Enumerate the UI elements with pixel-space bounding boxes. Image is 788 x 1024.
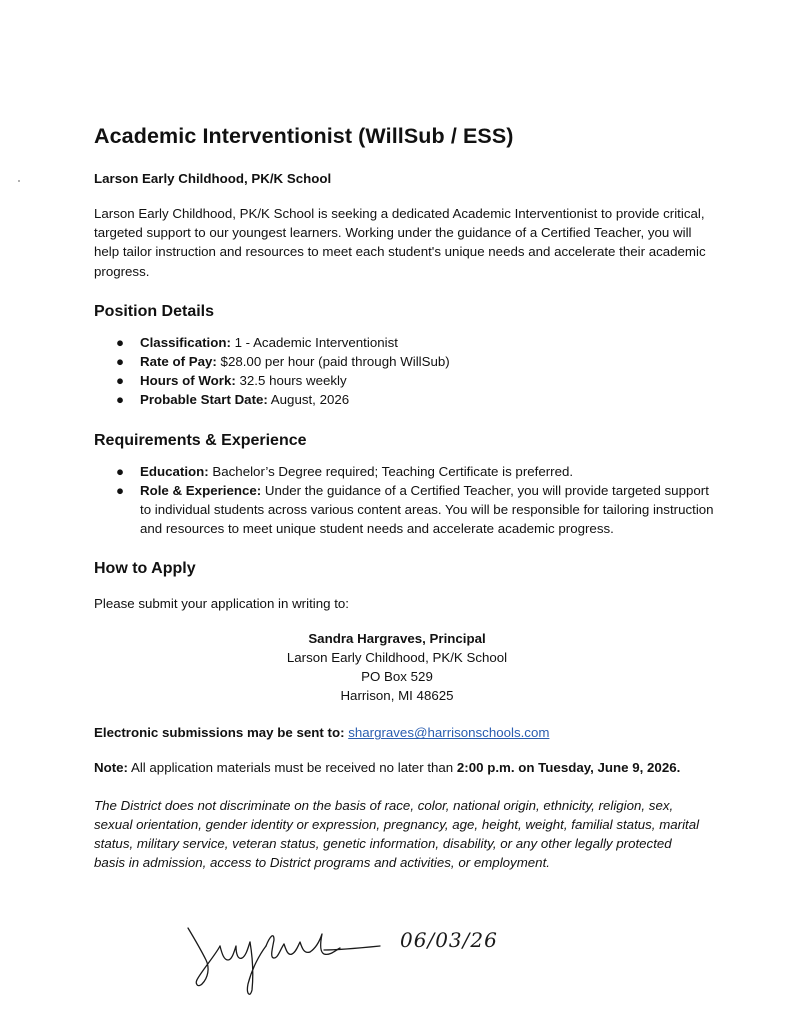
item-value: 1 - Academic Interventionist xyxy=(230,334,398,350)
item-value: August, 2026 xyxy=(267,392,350,408)
electronic-submission xyxy=(94,723,714,742)
mailing-address xyxy=(94,629,700,705)
electronic-label: Electronic submissions may be sent to: xyxy=(94,725,345,741)
note-text: All application materials must be received no later than xyxy=(127,760,457,776)
item-label: Probable Start Date: xyxy=(140,392,268,408)
school-name: Larson Early Childhood, PK/K School xyxy=(94,171,332,186)
list-item xyxy=(94,371,714,390)
signature-block xyxy=(180,920,520,1000)
item-value: 32.5 hours weekly xyxy=(235,373,347,389)
bullet-icon: ● xyxy=(116,373,125,389)
item-value: Under the guidance of a Certified Teacher, you will provide targeted support to individual students across various content areas. You will be responsible for tailoring instruction and resources to meet unique student needs and accelerate academic progress. xyxy=(140,482,714,537)
item-value: $28.00 per hour (paid through WillSub) xyxy=(216,354,450,370)
note-deadline: 2:00 p.m. on Tuesday, June 9, 2026. xyxy=(456,760,681,776)
scan-speck xyxy=(18,180,20,182)
list-item xyxy=(94,390,714,409)
list-item xyxy=(94,481,714,539)
bullet-icon: ● xyxy=(116,334,125,350)
signature-date: 06/03/26 xyxy=(400,928,498,952)
list-item xyxy=(94,333,714,352)
how-to-apply-heading: How to Apply xyxy=(94,560,196,578)
apply-instructions: Please submit your application in writing to: xyxy=(94,596,349,612)
document-body xyxy=(94,122,714,872)
address-line: Harrison, MI 48625 xyxy=(340,688,454,704)
item-label: Rate of Pay: xyxy=(140,354,217,370)
deadline-note xyxy=(94,758,714,777)
bullet-icon: ● xyxy=(116,354,125,370)
non-discrimination-statement: The District does not discriminate on the basis of race, color, national origin, ethnicity, religion, sex, sexual orientation, gender identity or expression, pregnancy, age, height, weight, familial status, marital status, military service, veteran status, genetic information, disability, or any other legally protected basis in admission, access to District programs and activities, or employment. xyxy=(94,797,700,871)
requirements-heading: Requirements & Experience xyxy=(94,431,307,449)
recipient-name: Sandra Hargraves, Principal xyxy=(308,631,486,647)
address-line: Larson Early Childhood, PK/K School xyxy=(286,650,508,666)
note-label: Note: xyxy=(94,760,128,776)
address-line: PO Box 529 xyxy=(361,669,433,685)
item-label: Hours of Work: xyxy=(140,373,236,389)
list-item xyxy=(94,462,714,481)
page-title: Academic Interventionist (WillSub / ESS) xyxy=(94,124,514,148)
item-label: Role & Experience: xyxy=(140,482,262,498)
intro-paragraph: Larson Early Childhood, PK/K School is seeking a dedicated Academic Interventionist to provide critical, targeted support to our youngest learners. Working under the guidance of a Certified Teacher, you will help tailor instruction and resources to meet each student's unique needs and accelerate their academic progress. xyxy=(94,206,706,279)
item-value: Bachelor’s Degree required; Teaching Certificate is preferred. xyxy=(208,463,574,479)
bullet-icon: ● xyxy=(116,392,125,408)
item-label: Education: xyxy=(140,463,209,479)
bullet-icon: ● xyxy=(116,463,125,479)
bullet-icon: ● xyxy=(116,482,125,498)
item-label: Classification: xyxy=(140,334,231,350)
email-link[interactable]: shargraves@harrisonschools.com xyxy=(348,725,550,741)
position-details-heading: Position Details xyxy=(94,302,215,320)
position-details-list xyxy=(94,333,714,410)
list-item xyxy=(94,352,714,371)
requirements-list xyxy=(94,462,714,539)
